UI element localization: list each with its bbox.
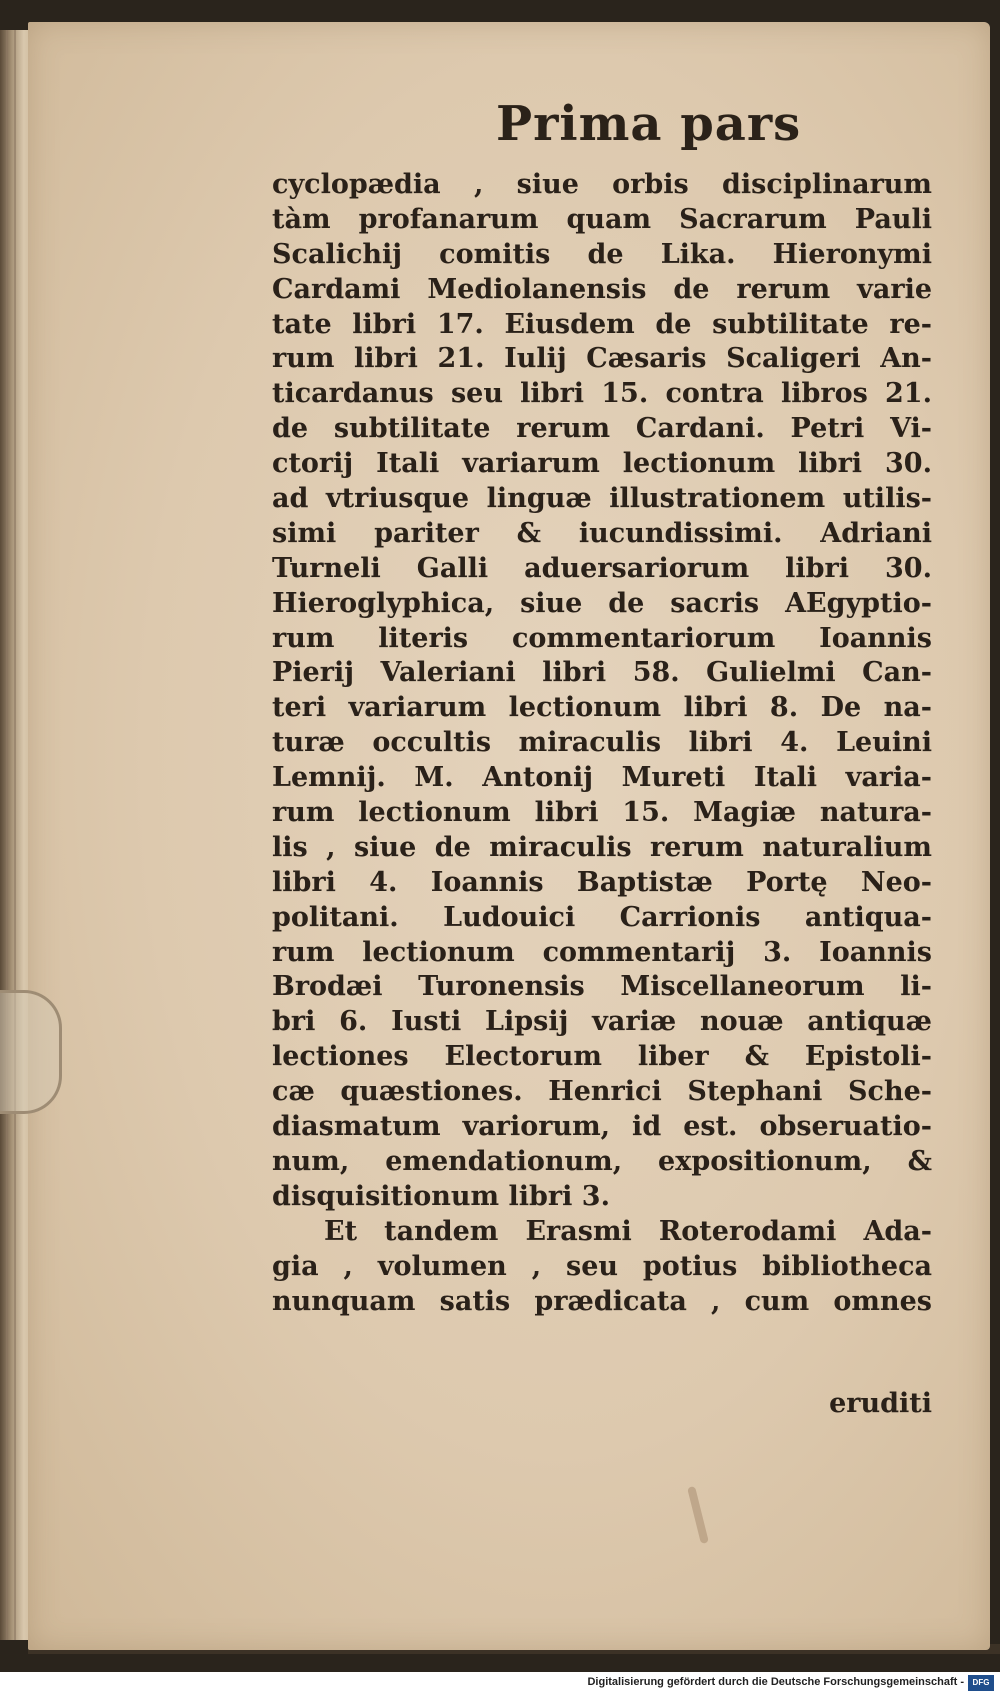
text-line: Scalichij comitis de Lika. Hieronymi [272, 238, 932, 270]
text-line: rum lectionum commentarij 3. Ioannis [272, 936, 932, 968]
text-line: ctorij Itali variarum lectionum libri 30. [272, 448, 932, 480]
running-head: Prima pars [496, 96, 802, 152]
text-line: Turneli Galli aduersariorum libri 30. [272, 552, 932, 584]
text-line: libri 4. Ioannis Baptistæ Portę Neo- [272, 866, 932, 898]
text-line: Et tandem Erasmi Roterodami Ada- [324, 1215, 932, 1247]
text-line: bri 6. Iusti Lipsij variæ nouæ antiquæ [272, 1006, 932, 1038]
funding-credit: Digitalisierung gefördert durch die Deutsche Forschungsgemeinschaft - [587, 1676, 964, 1688]
text-line: Hieroglyphica, siue de sacris AEgyptio- [272, 587, 932, 619]
text-line: lis , siue de miraculis rerum naturalium [272, 831, 932, 863]
text-line: de subtilitate rerum Cardani. Petri Vi- [272, 413, 932, 445]
text-line: rum literis commentariorum Ioannis [272, 622, 932, 654]
text-line: cæ quæstiones. Henrici Stephani Sche- [272, 1076, 932, 1108]
text-line: teri variarum lectionum libri 8. De na- [272, 692, 932, 724]
text-line: Brodæi Turonensis Miscellaneorum li- [272, 971, 932, 1003]
text-line: num, emendationum, expositionum, & [272, 1145, 932, 1177]
text-line: turæ occultis miraculis libri 4. Leuini [272, 727, 932, 759]
text-line: tate libri 17. Eiusdem de subtilitate re- [272, 308, 932, 340]
text-line: cyclopædia , siue orbis disciplinarum [272, 169, 932, 200]
text-line: diasmatum variorum, id est. obseruatio- [272, 1111, 932, 1143]
text-line: rum lectionum libri 15. Magiæ natura- [272, 797, 932, 829]
text-line: gia , volumen , seu potius bibliotheca [272, 1250, 932, 1282]
catchword: eruditi [829, 1388, 932, 1419]
text-line: tàm profanarum quam Sacrarum Pauli [272, 203, 932, 235]
text-line: ad vtriusque linguæ illustrationem utilis- [272, 483, 932, 515]
text-line: simi pariter & iucundissimi. Adriani [272, 517, 932, 549]
body-text [272, 168, 932, 1319]
text-line: ticardanus seu libri 15. contra libros 21. [272, 378, 932, 410]
book-clasp [0, 990, 62, 1114]
text-line: rum libri 21. Iulij Cæsaris Scaligeri An- [272, 343, 932, 375]
dfg-logo: DFG [968, 1675, 994, 1691]
text-line: Pierij Valeriani libri 58. Gulielmi Can- [272, 657, 932, 689]
text-line: lectiones Electorum liber & Epistoli- [272, 1041, 932, 1073]
text-line: Cardami Mediolanensis de rerum varie [272, 273, 932, 305]
text-line: politani. Ludouici Carrionis antiqua- [272, 901, 932, 933]
text-line: disquisitionum libri 3. [272, 1180, 610, 1212]
text-line: nunquam satis prædicata , cum omnes [272, 1285, 932, 1317]
text-line: Lemnij. M. Antonij Mureti Itali varia- [272, 762, 932, 794]
digitization-footer [0, 1672, 1000, 1696]
